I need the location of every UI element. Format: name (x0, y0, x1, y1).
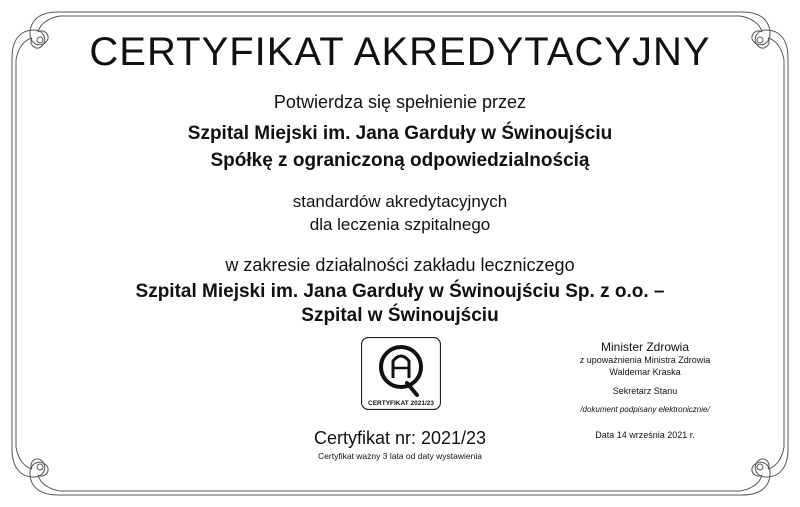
organization-name (0, 120, 800, 174)
scope-facility-line-1: Szpital Miejski im. Jana Garduły w Świnoujściu Sp. z o.o. – (135, 281, 665, 302)
scope-facility-line-2: Szpital w Świnoujściu (301, 305, 499, 326)
standards-text (0, 190, 800, 236)
logo-caption: CERTYFIKAT 2021/23 (368, 400, 434, 407)
signatory-name: Waldemar Kraska (609, 367, 681, 377)
electronic-signature-note: /dokument podpisany elektronicznie/ (580, 405, 710, 414)
standards-line-2: dla leczenia szpitalnego (309, 215, 491, 234)
scope-line: w zakresie działalności zakładu leczniczego (225, 255, 575, 275)
accreditation-logo-icon (361, 337, 441, 410)
standards-line-1: standardów akredytacyjnych (292, 192, 508, 211)
signatory-role: Sekretarz Stanu (612, 386, 678, 396)
certificate-validity: Certyfikat ważny 3 lata od daty wystawienia (318, 451, 482, 461)
certificate-number: Certyfikat nr: 2021/23 (313, 428, 487, 448)
signature-title: Minister Zdrowia (600, 340, 690, 354)
certificate-title: CERTYFIKAT AKREDYTACYJNY (89, 30, 711, 74)
organization-name-line-2: Spółkę z ograniczoną odpowiedzialnością (210, 150, 590, 171)
organization-name-line-1: Szpital Miejski im. Jana Garduły w Świnoujściu (187, 123, 613, 144)
issue-date: Data 14 września 2021 r. (595, 430, 695, 440)
signature-authorization: z upoważnienia Ministra Zdrowia (579, 355, 711, 365)
confirm-line: Potwierdza się spełnienie przez (273, 92, 527, 112)
scope-facility-name (0, 280, 800, 328)
corner-ornament-bottom-right (740, 447, 788, 495)
corner-ornament-bottom-left (12, 447, 60, 495)
